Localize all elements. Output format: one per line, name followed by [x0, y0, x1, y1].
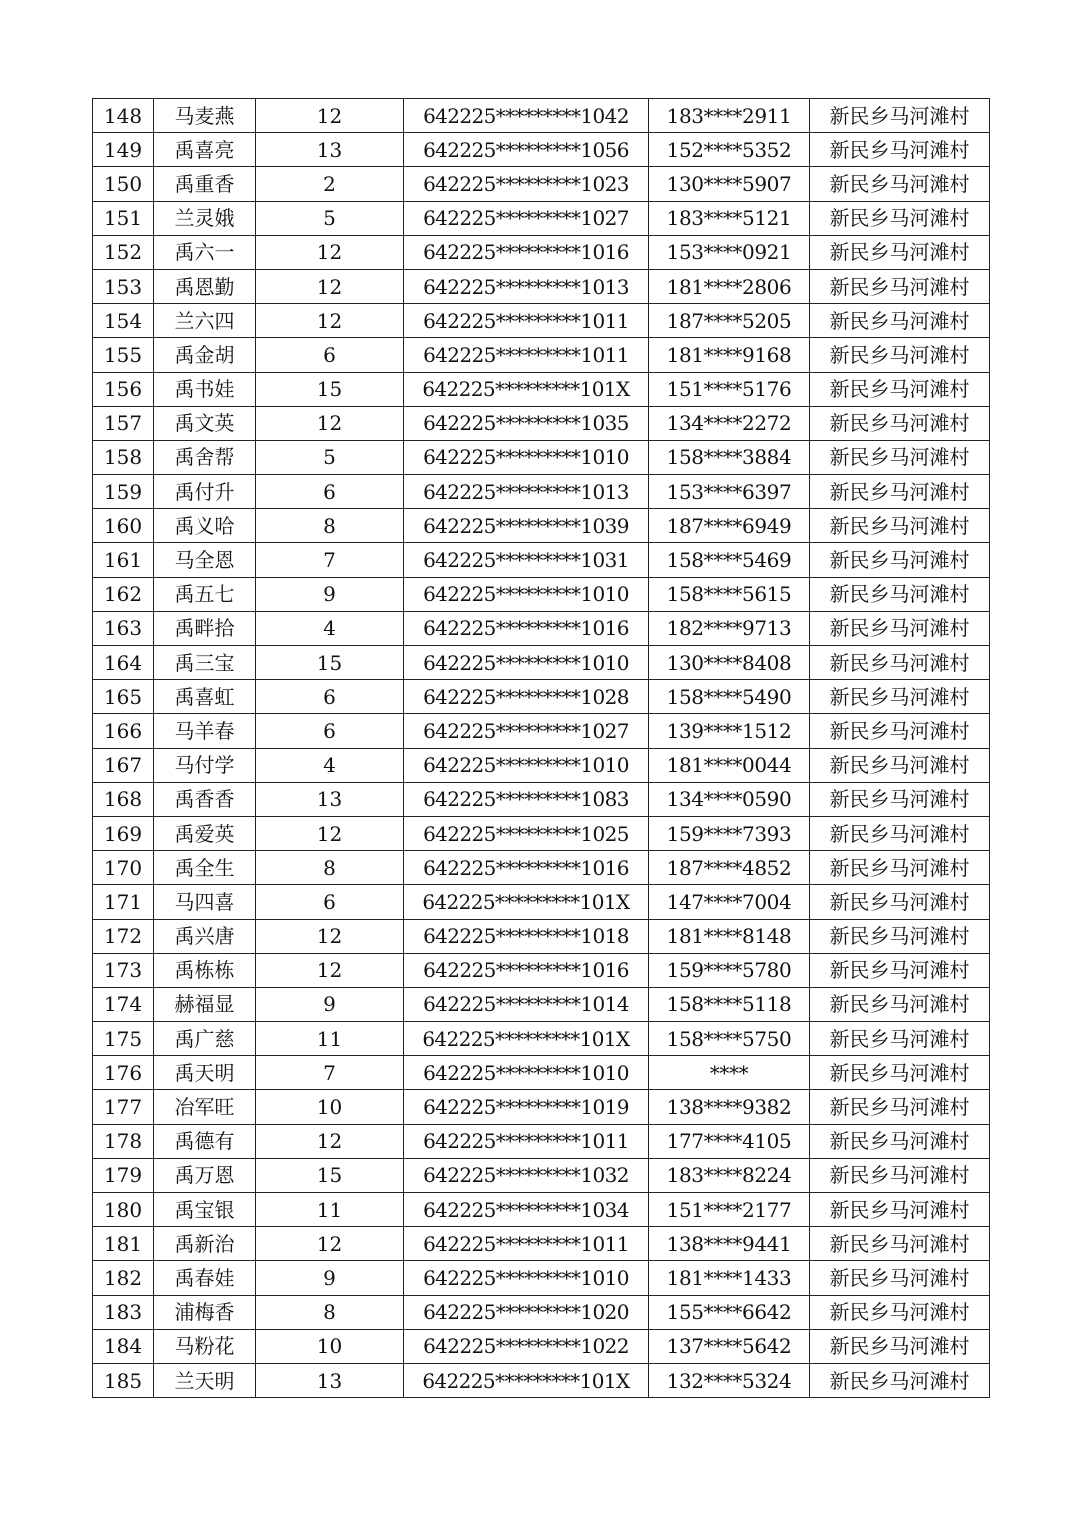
count-cell: 15 — [256, 372, 404, 406]
address-cell: 新民乡马河滩村 — [810, 1158, 990, 1192]
phone-cell: 152****5352 — [649, 133, 810, 167]
name-cell: 禹宝银 — [154, 1193, 256, 1227]
serial-number-cell: 152 — [93, 235, 154, 269]
table-row — [93, 133, 990, 167]
table-row — [93, 577, 990, 611]
count-cell: 12 — [256, 99, 404, 133]
table-row — [93, 1329, 990, 1363]
id-number-cell: 642225*********101X — [404, 1363, 649, 1397]
serial-number-cell: 182 — [93, 1261, 154, 1295]
count-cell: 6 — [256, 680, 404, 714]
name-cell: 马全恩 — [154, 543, 256, 577]
count-cell: 9 — [256, 1261, 404, 1295]
phone-cell: 183****8224 — [649, 1158, 810, 1192]
name-cell: 马麦燕 — [154, 99, 256, 133]
address-cell: 新民乡马河滩村 — [810, 1090, 990, 1124]
address-cell: 新民乡马河滩村 — [810, 885, 990, 919]
name-cell: 马付学 — [154, 748, 256, 782]
address-cell: 新民乡马河滩村 — [810, 269, 990, 303]
phone-cell: **** — [649, 1056, 810, 1090]
name-cell: 禹春娃 — [154, 1261, 256, 1295]
phone-cell: 159****5780 — [649, 953, 810, 987]
name-cell: 禹六一 — [154, 235, 256, 269]
id-number-cell: 642225*********1010 — [404, 1056, 649, 1090]
count-cell: 15 — [256, 1158, 404, 1192]
count-cell: 13 — [256, 782, 404, 816]
count-cell: 12 — [256, 304, 404, 338]
id-number-cell: 642225*********1022 — [404, 1329, 649, 1363]
id-number-cell: 642225*********1016 — [404, 953, 649, 987]
count-cell: 12 — [256, 235, 404, 269]
id-number-cell: 642225*********1028 — [404, 680, 649, 714]
name-cell: 禹喜亮 — [154, 133, 256, 167]
name-cell: 禹恩勤 — [154, 269, 256, 303]
phone-cell: 183****5121 — [649, 201, 810, 235]
table-row — [93, 680, 990, 714]
name-cell: 禹三宝 — [154, 646, 256, 680]
id-number-cell: 642225*********1056 — [404, 133, 649, 167]
name-cell: 禹文英 — [154, 406, 256, 440]
id-number-cell: 642225*********1083 — [404, 782, 649, 816]
phone-cell: 158****3884 — [649, 440, 810, 474]
count-cell: 12 — [256, 816, 404, 850]
id-number-cell: 642225*********1019 — [404, 1090, 649, 1124]
table-row — [93, 1227, 990, 1261]
phone-cell: 155****6642 — [649, 1295, 810, 1329]
count-cell: 11 — [256, 1022, 404, 1056]
serial-number-cell: 164 — [93, 646, 154, 680]
id-number-cell: 642225*********1035 — [404, 406, 649, 440]
serial-number-cell: 175 — [93, 1022, 154, 1056]
name-cell: 兰天明 — [154, 1363, 256, 1397]
name-cell: 禹栋栋 — [154, 953, 256, 987]
name-cell: 禹香香 — [154, 782, 256, 816]
id-number-cell: 642225*********1011 — [404, 304, 649, 338]
phone-cell: 181****0044 — [649, 748, 810, 782]
name-cell: 马四喜 — [154, 885, 256, 919]
table-row — [93, 235, 990, 269]
id-number-cell: 642225*********1032 — [404, 1158, 649, 1192]
id-number-cell: 642225*********1010 — [404, 646, 649, 680]
serial-number-cell: 184 — [93, 1329, 154, 1363]
count-cell: 12 — [256, 406, 404, 440]
name-cell: 禹广慈 — [154, 1022, 256, 1056]
serial-number-cell: 155 — [93, 338, 154, 372]
phone-cell: 181****1433 — [649, 1261, 810, 1295]
phone-cell: 138****9441 — [649, 1227, 810, 1261]
count-cell: 9 — [256, 577, 404, 611]
id-number-cell: 642225*********1013 — [404, 269, 649, 303]
table-row — [93, 1193, 990, 1227]
address-cell: 新民乡马河滩村 — [810, 919, 990, 953]
phone-cell: 187****6949 — [649, 509, 810, 543]
address-cell: 新民乡马河滩村 — [810, 748, 990, 782]
phone-cell: 151****2177 — [649, 1193, 810, 1227]
serial-number-cell: 180 — [93, 1193, 154, 1227]
name-cell: 禹万恩 — [154, 1158, 256, 1192]
phone-cell: 151****5176 — [649, 372, 810, 406]
phone-cell: 158****5750 — [649, 1022, 810, 1056]
count-cell: 10 — [256, 1329, 404, 1363]
address-cell: 新民乡马河滩村 — [810, 1124, 990, 1158]
serial-number-cell: 173 — [93, 953, 154, 987]
id-number-cell: 642225*********1039 — [404, 509, 649, 543]
serial-number-cell: 176 — [93, 1056, 154, 1090]
table-row — [93, 1056, 990, 1090]
serial-number-cell: 177 — [93, 1090, 154, 1124]
serial-number-cell: 167 — [93, 748, 154, 782]
phone-cell: 147****7004 — [649, 885, 810, 919]
address-cell: 新民乡马河滩村 — [810, 475, 990, 509]
address-cell: 新民乡马河滩村 — [810, 440, 990, 474]
address-cell: 新民乡马河滩村 — [810, 1056, 990, 1090]
serial-number-cell: 153 — [93, 269, 154, 303]
serial-number-cell: 151 — [93, 201, 154, 235]
serial-number-cell: 171 — [93, 885, 154, 919]
phone-cell: 132****5324 — [649, 1363, 810, 1397]
id-number-cell: 642225*********101X — [404, 1022, 649, 1056]
name-cell: 禹五七 — [154, 577, 256, 611]
count-cell: 13 — [256, 1363, 404, 1397]
phone-cell: 153****6397 — [649, 475, 810, 509]
count-cell: 5 — [256, 201, 404, 235]
count-cell: 11 — [256, 1193, 404, 1227]
count-cell: 6 — [256, 338, 404, 372]
address-cell: 新民乡马河滩村 — [810, 406, 990, 440]
table-row — [93, 919, 990, 953]
name-cell: 禹义哈 — [154, 509, 256, 543]
serial-number-cell: 158 — [93, 440, 154, 474]
name-cell: 禹全生 — [154, 851, 256, 885]
phone-cell: 181****9168 — [649, 338, 810, 372]
id-number-cell: 642225*********1023 — [404, 167, 649, 201]
table-row — [93, 1158, 990, 1192]
count-cell: 12 — [256, 1124, 404, 1158]
table-row — [93, 851, 990, 885]
name-cell: 马粉花 — [154, 1329, 256, 1363]
serial-number-cell: 160 — [93, 509, 154, 543]
serial-number-cell: 181 — [93, 1227, 154, 1261]
phone-cell: 139****1512 — [649, 714, 810, 748]
address-cell: 新民乡马河滩村 — [810, 543, 990, 577]
roster-table — [92, 98, 990, 1398]
serial-number-cell: 174 — [93, 987, 154, 1021]
serial-number-cell: 154 — [93, 304, 154, 338]
count-cell: 15 — [256, 646, 404, 680]
name-cell: 禹舍帮 — [154, 440, 256, 474]
serial-number-cell: 163 — [93, 611, 154, 645]
id-number-cell: 642225*********1011 — [404, 1124, 649, 1158]
table-row — [93, 167, 990, 201]
id-number-cell: 642225*********1010 — [404, 577, 649, 611]
table-row — [93, 201, 990, 235]
phone-cell: 137****5642 — [649, 1329, 810, 1363]
phone-cell: 130****8408 — [649, 646, 810, 680]
phone-cell: 130****5907 — [649, 167, 810, 201]
address-cell: 新民乡马河滩村 — [810, 133, 990, 167]
id-number-cell: 642225*********1014 — [404, 987, 649, 1021]
name-cell: 马羊春 — [154, 714, 256, 748]
name-cell: 赫福显 — [154, 987, 256, 1021]
id-number-cell: 642225*********1013 — [404, 475, 649, 509]
serial-number-cell: 149 — [93, 133, 154, 167]
serial-number-cell: 169 — [93, 816, 154, 850]
table-row — [93, 304, 990, 338]
serial-number-cell: 159 — [93, 475, 154, 509]
serial-number-cell: 183 — [93, 1295, 154, 1329]
serial-number-cell: 172 — [93, 919, 154, 953]
address-cell: 新民乡马河滩村 — [810, 1193, 990, 1227]
table-row — [93, 646, 990, 680]
table-row — [93, 543, 990, 577]
address-cell: 新民乡马河滩村 — [810, 646, 990, 680]
phone-cell: 159****7393 — [649, 816, 810, 850]
address-cell: 新民乡马河滩村 — [810, 235, 990, 269]
count-cell: 12 — [256, 269, 404, 303]
table-row — [93, 611, 990, 645]
count-cell: 12 — [256, 1227, 404, 1261]
address-cell: 新民乡马河滩村 — [810, 167, 990, 201]
address-cell: 新民乡马河滩村 — [810, 338, 990, 372]
table-row — [93, 1090, 990, 1124]
phone-cell: 187****5205 — [649, 304, 810, 338]
name-cell: 禹畔拾 — [154, 611, 256, 645]
phone-cell: 183****2911 — [649, 99, 810, 133]
address-cell: 新民乡马河滩村 — [810, 201, 990, 235]
phone-cell: 181****8148 — [649, 919, 810, 953]
name-cell: 禹天明 — [154, 1056, 256, 1090]
count-cell: 7 — [256, 1056, 404, 1090]
phone-cell: 158****5615 — [649, 577, 810, 611]
address-cell: 新民乡马河滩村 — [810, 782, 990, 816]
serial-number-cell: 150 — [93, 167, 154, 201]
count-cell: 12 — [256, 919, 404, 953]
phone-cell: 138****9382 — [649, 1090, 810, 1124]
phone-cell: 187****4852 — [649, 851, 810, 885]
address-cell: 新民乡马河滩村 — [810, 1227, 990, 1261]
table-row — [93, 475, 990, 509]
serial-number-cell: 162 — [93, 577, 154, 611]
serial-number-cell: 161 — [93, 543, 154, 577]
id-number-cell: 642225*********1011 — [404, 1227, 649, 1261]
id-number-cell: 642225*********1011 — [404, 338, 649, 372]
table-row — [93, 885, 990, 919]
address-cell: 新民乡马河滩村 — [810, 987, 990, 1021]
table-row — [93, 509, 990, 543]
address-cell: 新民乡马河滩村 — [810, 611, 990, 645]
address-cell: 新民乡马河滩村 — [810, 851, 990, 885]
serial-number-cell: 165 — [93, 680, 154, 714]
table-row — [93, 816, 990, 850]
address-cell: 新民乡马河滩村 — [810, 1329, 990, 1363]
phone-cell: 153****0921 — [649, 235, 810, 269]
phone-cell: 182****9713 — [649, 611, 810, 645]
table-row — [93, 269, 990, 303]
table-row — [93, 748, 990, 782]
id-number-cell: 642225*********1042 — [404, 99, 649, 133]
serial-number-cell: 185 — [93, 1363, 154, 1397]
name-cell: 禹喜虹 — [154, 680, 256, 714]
id-number-cell: 642225*********1027 — [404, 714, 649, 748]
address-cell: 新民乡马河滩村 — [810, 577, 990, 611]
name-cell: 兰灵娥 — [154, 201, 256, 235]
name-cell: 禹兴唐 — [154, 919, 256, 953]
id-number-cell: 642225*********1034 — [404, 1193, 649, 1227]
table-row — [93, 440, 990, 474]
serial-number-cell: 166 — [93, 714, 154, 748]
address-cell: 新民乡马河滩村 — [810, 99, 990, 133]
id-number-cell: 642225*********1010 — [404, 440, 649, 474]
id-number-cell: 642225*********1016 — [404, 851, 649, 885]
phone-cell: 158****5490 — [649, 680, 810, 714]
id-number-cell: 642225*********1020 — [404, 1295, 649, 1329]
address-cell: 新民乡马河滩村 — [810, 1295, 990, 1329]
name-cell: 禹爱英 — [154, 816, 256, 850]
name-cell: 禹金胡 — [154, 338, 256, 372]
count-cell: 8 — [256, 1295, 404, 1329]
serial-number-cell: 170 — [93, 851, 154, 885]
id-number-cell: 642225*********1031 — [404, 543, 649, 577]
phone-cell: 134****2272 — [649, 406, 810, 440]
address-cell: 新民乡马河滩村 — [810, 816, 990, 850]
phone-cell: 181****2806 — [649, 269, 810, 303]
table-row — [93, 372, 990, 406]
count-cell: 10 — [256, 1090, 404, 1124]
phone-cell: 158****5469 — [649, 543, 810, 577]
name-cell: 禹新治 — [154, 1227, 256, 1261]
count-cell: 2 — [256, 167, 404, 201]
address-cell: 新民乡马河滩村 — [810, 680, 990, 714]
table-row — [93, 714, 990, 748]
count-cell: 6 — [256, 885, 404, 919]
address-cell: 新民乡马河滩村 — [810, 304, 990, 338]
id-number-cell: 642225*********101X — [404, 372, 649, 406]
count-cell: 12 — [256, 953, 404, 987]
name-cell: 禹书娃 — [154, 372, 256, 406]
id-number-cell: 642225*********1010 — [404, 1261, 649, 1295]
id-number-cell: 642225*********1018 — [404, 919, 649, 953]
table-row — [93, 1363, 990, 1397]
address-cell: 新民乡马河滩村 — [810, 953, 990, 987]
count-cell: 4 — [256, 748, 404, 782]
table-row — [93, 1261, 990, 1295]
count-cell: 4 — [256, 611, 404, 645]
id-number-cell: 642225*********101X — [404, 885, 649, 919]
count-cell: 13 — [256, 133, 404, 167]
roster-table-body — [93, 99, 990, 1398]
name-cell: 禹付升 — [154, 475, 256, 509]
table-row — [93, 338, 990, 372]
name-cell: 禹重香 — [154, 167, 256, 201]
id-number-cell: 642225*********1016 — [404, 611, 649, 645]
table-row — [93, 782, 990, 816]
table-row — [93, 99, 990, 133]
serial-number-cell: 156 — [93, 372, 154, 406]
address-cell: 新民乡马河滩村 — [810, 1261, 990, 1295]
serial-number-cell: 179 — [93, 1158, 154, 1192]
serial-number-cell: 148 — [93, 99, 154, 133]
count-cell: 9 — [256, 987, 404, 1021]
id-number-cell: 642225*********1016 — [404, 235, 649, 269]
address-cell: 新民乡马河滩村 — [810, 372, 990, 406]
id-number-cell: 642225*********1010 — [404, 748, 649, 782]
address-cell: 新民乡马河滩村 — [810, 1022, 990, 1056]
table-row — [93, 987, 990, 1021]
count-cell: 6 — [256, 714, 404, 748]
count-cell: 8 — [256, 851, 404, 885]
name-cell: 禹德有 — [154, 1124, 256, 1158]
table-row — [93, 1295, 990, 1329]
id-number-cell: 642225*********1025 — [404, 816, 649, 850]
count-cell: 8 — [256, 509, 404, 543]
name-cell: 兰六四 — [154, 304, 256, 338]
serial-number-cell: 168 — [93, 782, 154, 816]
id-number-cell: 642225*********1027 — [404, 201, 649, 235]
table-row — [93, 1022, 990, 1056]
table-row — [93, 953, 990, 987]
name-cell: 浦梅香 — [154, 1295, 256, 1329]
address-cell: 新民乡马河滩村 — [810, 714, 990, 748]
phone-cell: 177****4105 — [649, 1124, 810, 1158]
address-cell: 新民乡马河滩村 — [810, 1363, 990, 1397]
table-row — [93, 1124, 990, 1158]
phone-cell: 134****0590 — [649, 782, 810, 816]
count-cell: 5 — [256, 440, 404, 474]
count-cell: 7 — [256, 543, 404, 577]
name-cell: 冶军旺 — [154, 1090, 256, 1124]
table-row — [93, 406, 990, 440]
serial-number-cell: 157 — [93, 406, 154, 440]
count-cell: 6 — [256, 475, 404, 509]
address-cell: 新民乡马河滩村 — [810, 509, 990, 543]
serial-number-cell: 178 — [93, 1124, 154, 1158]
phone-cell: 158****5118 — [649, 987, 810, 1021]
